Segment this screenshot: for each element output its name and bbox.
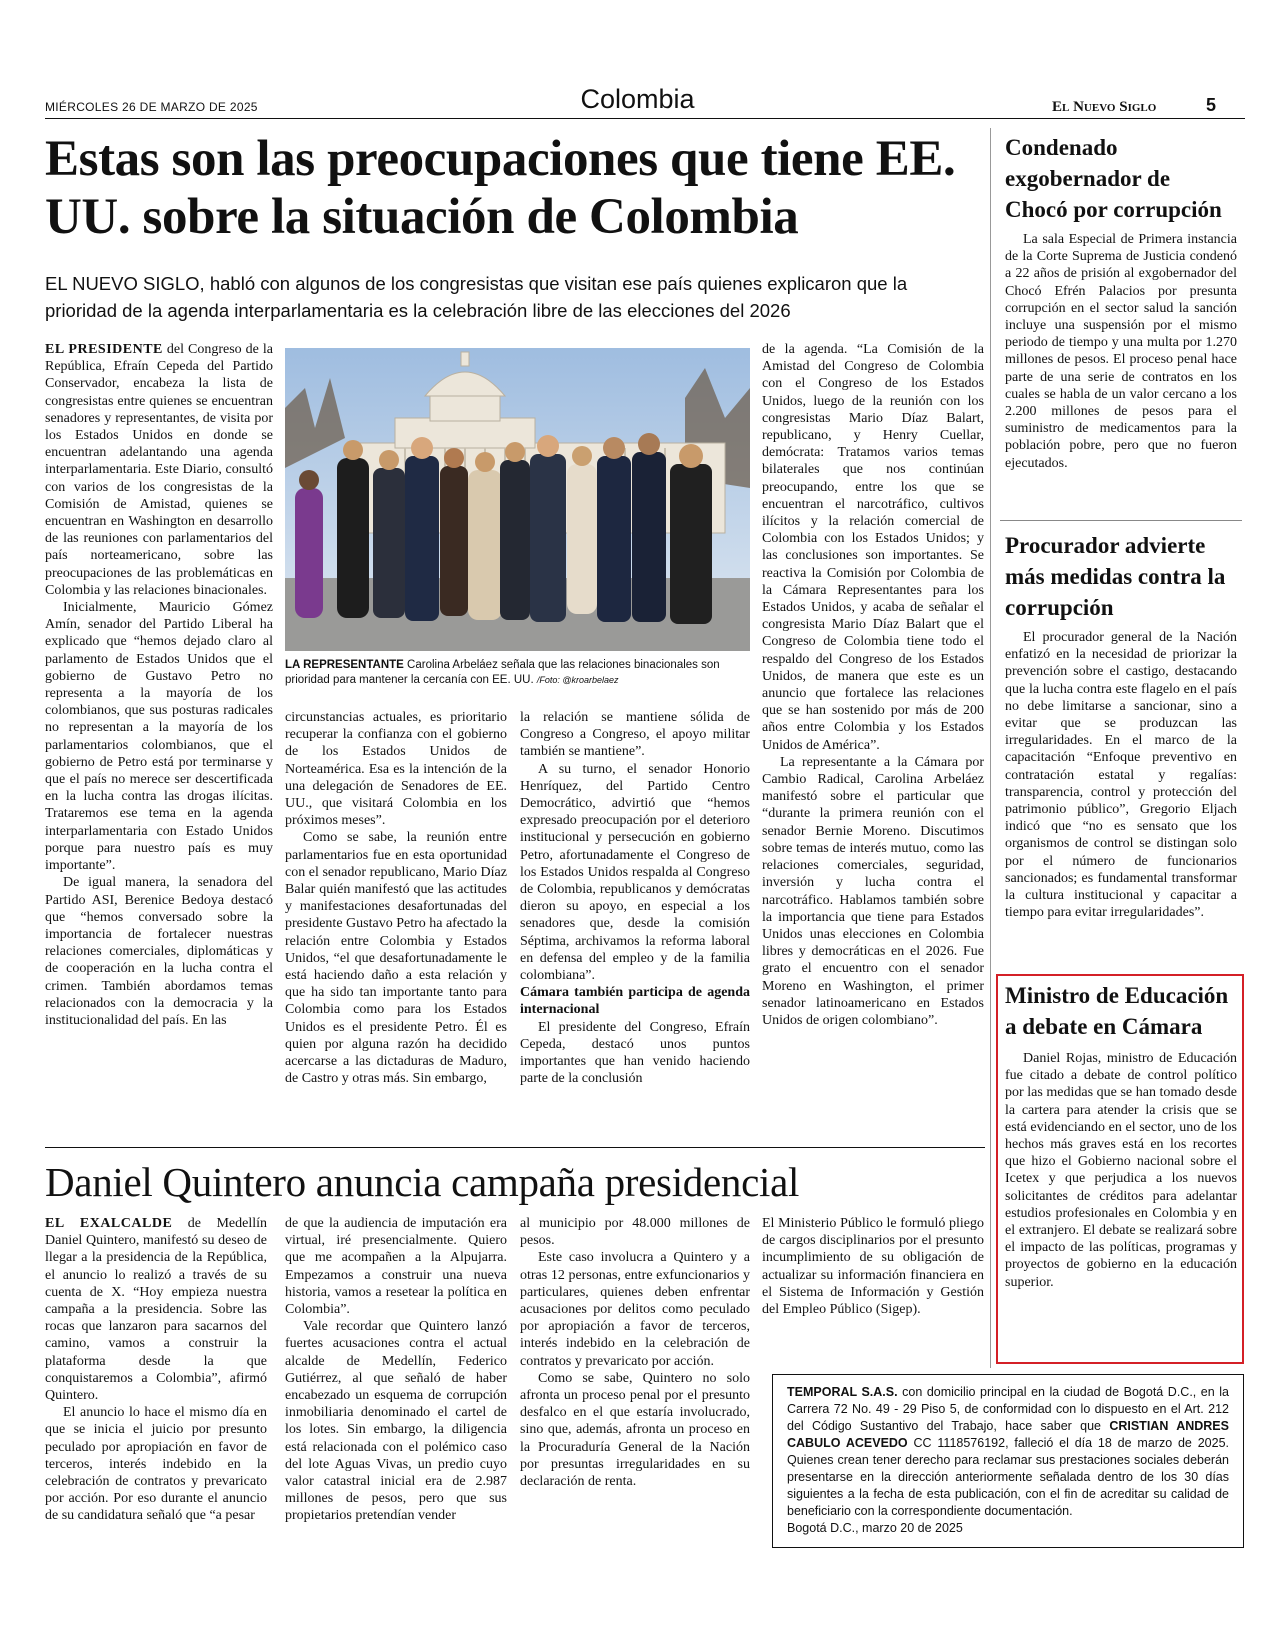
sidebar-story-2: Procurador advierte más medidas contra la corrupción El procurador general de la Nación enfatizó en la necesidad de priorizar la prevención sobre el castigo, destacando que la lucha contra este flagelo en el país no debe limitarse a sancionar, sino a evitar que se produzcan las irregularidades. En el marco de la capacitación “Enfoque preventivo en contratación estatal y regalías: transparencia, control y protección del patrimonio público”, Gregorio Eljach indicó que “no es sensato que los organismos de control se distingan solo por el número de funcionarios sancionados; es fundamental transformar la cultura institucional y capacitar a tiempo para evitar irregularidades”. xyxy=(1005,530,1237,921)
legal-notice: TEMPORAL S.A.S. con domicilio principal en la ciudad de Bogotá D.C., en la Carrera 72 No. 49 - 29 Piso 5, de conformidad con lo dispuesto en el Art. 212 del Código Sustantivo del Trabajo, hace saber que CRISTIAN ANDRES CABULO ACEVEDO CC 1118576192, falleció el día 18 de marzo de 2025. Quienes crean tener derecho para reclamar sus prestaciones sociales deberán presentarse en la dirección anteriormente señalada dentro de los 30 días siguientes a la fecha de esta publicación, con el fin de acreditar su calidad de beneficiario con la correspondiente documentación. Bogotá D.C., marzo 20 de 2025 xyxy=(772,1374,1244,1548)
page-number: 5 xyxy=(1206,95,1217,115)
sidebar-headline: Procurador advierte más medidas contra la corrupción xyxy=(1005,533,1226,620)
photo-credit: /Foto: @kroarbelaez xyxy=(536,675,619,685)
header-rule xyxy=(45,118,1245,119)
sidebar-story-3: Ministro de Educación a debate en Cámara Daniel Rojas, ministro de Educación fue citado a debate de control político por las medidas que se han tomado desde la cartera para atender la crisis que se está evidenciando en el sector, uno de los hechos más graves está en los recortes que hizo el Gobierno nacional sobre el Icetex y que perjudica a los nuevos solicitantes de créditos para adelantar estudios profesionales en Colombia y en el extranjero. El debate se realizará sobre el impacto de las políticas, programas y proyectos de gobierno en la educación superior. xyxy=(1005,980,1237,1291)
main-column-2: circunstancias actuales, es prioritario recuperar la confianza con el gobierno de los Estados Unidos de Norteamérica. Esa es la intención de la una delegación de Senadores de EE. UU., que visitará Colombia en los próximos meses”. Como se sabe, la reunión entre parlamentarios fue en esta oportunidad con el senador republicano, Mario Díaz Balar quién manifestó que las actitudes y manifestaciones desafortunadas del presidente Gustavo Petro ha afectado la relación entre Colombia y Estados Unidos, “el que desafortunadamente le está haciendo daño a esta relación y que ha sido tan importante tanto para Colombia como para los Estados Unidos es el presidente Petro. Él es quien por alguna razón ha decidido acercarse a las dictaduras de Maduro, de Castro y otras más. Sin embargo, xyxy=(285,710,507,1087)
sidebar-rule xyxy=(1000,520,1242,521)
notice-signoff: Bogotá D.C., marzo 20 de 2025 xyxy=(787,1521,963,1535)
main-column-4: de la agenda. “La Comisión de la Amistad del Congreso de Colombia con el Congreso de los Estados Unidos, luego de la reunión con los congresistas Mario Díaz Balart, republicano, y Henry Cuellar, demócrata: Tratamos varios temas bilaterales que nos continúan preocupando, entre los que se encuentran el narcotráfico, cultivos ilícitos y la relación comercial de Colombia con los Estados Unidos; y las conclusiones son importantes. Se reactiva la Comisión por Colombia de la Cámara Representantes para los Estados Unidos, y acaba de señalar el congresista Mario Díaz Balart que el Congreso de Colombia tiene todo el respaldo del Congreso de los Estados Unidos, de manera que este es un anuncio que fortalece las relaciones que se han sostenido por más de 200 años entre Colombia y los Estados Unidos de América”. La representante a la Cámara por Cambio Radical, Carolina Arbeláez manifestó sobre el particular que “durante la primera reunión con el senador Bernie Moreno. Discutimos sobre temas de interés mutuo, como las relaciones comerciales, seguridad, inversión y lucha contra el narcotráfico. Hablamos también sobre la importancia que tiene para Estados Unidos unas elecciones en Colombia libres y democráticas en el 2026. Fue grato el encuentro con el senador Moreno en Washington, el primer senador latinoamericano en Estados Unidos de origen colombiano”. xyxy=(762,342,984,1028)
second-column-1: EL EXALCALDE de Medellín Daniel Quintero, manifestó su deseo de llegar a la presidencia de la República, el anuncio lo realizó a través de su cuenta de X. “Hoy empieza nuestra campaña a la presidencia. Sobre las rocas que lanzaron para sacarnos del camino, vamos a construir la plataforma desde la que conquistaremos a Colombia”, afirmó Quintero. El anuncio lo hace el mismo día en que se inicia el juicio por presunto peculado por apropiación en favor de terceros, interés indebido en la celebración de contratos y prevaricato por acción. Por eso durante el anuncio de su candidatura señaló que “a pesar xyxy=(45,1216,267,1524)
article-divider xyxy=(45,1147,985,1148)
issue-date: MIÉRCOLES 26 DE MARZO DE 2025 xyxy=(45,100,258,114)
section-name: Colombia xyxy=(580,84,695,114)
subhead: Cámara también participa de agenda internacional xyxy=(520,985,750,1018)
main-column-3: la relación se mantiene sólida de Congreso a Congreso, el apoyo militar también se mantiene”. A su turno, el senador Honorio Henríquez, del Partido Centro Democrático, advirtió que “hemos expresado preocupación por el deterioro institucional y persecución en gobierno Petro, afortunadamente el Congreso de los Estados Unidos respalda al Congreso de Colombia, republicanos y demócratas dieron su apoyo, en especial a los senadores que, desde la comisión Séptima, archivamos la reforma laboral en defensa del empleo y de la familia colombiana”. Cámara también participa de agenda internacional El presidente del Congreso, Efraín Cepeda, destacó unos puntos importantes que han venido haciendo parte de la conclusión xyxy=(520,710,750,1087)
sidebar-headline: Condenado exgobernador de Chocó por corrupción xyxy=(1005,135,1222,222)
photo-illustration xyxy=(285,348,750,651)
sidebar-headline: Ministro de Educación a debate en Cámara xyxy=(1005,983,1229,1039)
newspaper-name: El Nuevo Siglo xyxy=(1052,99,1157,115)
second-column-4: El Ministerio Público le formuló pliego de cargos disciplinarios por el presunto incumplimiento de su obligación de actualizar su información financiera en el Sistema de Información y Gestión del Empleo Público (Sigep). xyxy=(762,1216,984,1318)
sidebar-story-1: Condenado exgobernador de Chocó por corrupción La sala Especial de Primera instancia de la Corte Suprema de Justicia condenó a 22 años de prisión al exgobernador del Chocó Efrén Palacios por presunta corrupción en el sector salud la sanción incluye una suspensión por el mismo periodo de tiempo y una multa por 1.270 millones de pesos. El proceso penal hace parte de una serie de contratos en los cuales se habla de un valor cercano a los 2.200 millones de pesos para el suministro de medicamentos para la población pobre, pero que no fueron ejecutados. xyxy=(1005,132,1237,472)
second-column-2: de que la audiencia de imputación era virtual, iré presencialmente. Quiero que me acompañen a la Alpujarra. Empezamos a construir una nueva historia, vamos a resetear la política en Colombia”. Vale recordar que Quintero lanzó fuertes acusaciones contra el actual alcalde de Medellín, Federico Gutiérrez, al que señaló de haber encabezado un esquema de corrupción inmobiliaria denominado el cartel de los lotes. Sin embargo, la diligencia está relacionada con el polémico caso del lote Aguas Vivas, un predio cuyo valor catastral inicial era de 2.987 millones de pesos, pero que sus propietarios pretendían vender xyxy=(285,1216,507,1524)
photo-caption: LA REPRESENTANTE Carolina Arbeláez señala que las relaciones binacionales son prioridad para mantener la cercanía con EE. UU. /Foto: @kroarbelaez xyxy=(285,659,720,686)
main-deck: EL NUEVO SIGLO, habló con algunos de los congresistas que visitan ese país quienes explicaron que la prioridad de la agenda interparlamentaria es la celebración libre de las elecciones del 2026 xyxy=(45,273,908,321)
lead-in: EL PRESIDENTE xyxy=(45,342,163,357)
second-column-3: al municipio por 48.000 millones de pesos. Este caso involucra a Quintero y a otras 12 personas, entre exfuncionarios y particulares, quienes deben enfrentar acusaciones por delitos como peculado por apropiación a favor de terceros, interés indebido en la celebración de contratos y prevaricato por acción. Como se sabe, Quintero no solo afronta un proceso penal por el presunto desfalco en el que estaría involucrado, sino que, además, afronta un proceso en la Procuraduría General de la Nación por presuntas irregularidades en su declaración de renta. xyxy=(520,1216,750,1490)
main-column-1: EL PRESIDENTE del Congreso de la República, Efraín Cepeda del Partido Conservador, encabeza la lista de congresistas entre quienes se encuentran senadores y representantes, de visita por los Estados Unidos en donde se encuentran adelantando una agenda interparlamentaria. Este Diario, consultó con varios de los congresistas de la Comisión de Amistad, quienes se encuentran en Washington en desarrollo de las reuniones con parlamentarios del país norteamericano, sobre las preocupaciones de las problemáticas en Colombia y las relaciones binacionales. Inicialmente, Mauricio Gómez Amín, senador del Partido Liberal ha explicado que “hemos dejado claro al parlamento de Estados Unidos que el gobierno de Gustavo Petro no representa a la mayoría de los colombianos, que sus posturas radicales no representan a la mayoría de los parlamentarios colombianos, que el gobierno de Petro está por terminarse y que el país no merece ser descertificada en la lucha contra las drogas ilícitas. Trataremos ese tema en la agenda interparlamentaria con Estado Unidos porque para nuestro país es muy importante”. De igual manera, la senadora del Partido ASI, Berenice Bedoya destacó que “hemos conversado sobre la importancia de fortalecer nuestras relaciones comerciales, diplomáticas y de cooperación en la lucha contra el crimen. También abordamos temas relacionados con la democracia y la institucionalidad del país. En las xyxy=(45,342,273,1028)
main-headline: Estas son las preocupaciones que tiene EE. UU. sobre la situación de Colombia xyxy=(45,131,956,245)
second-headline: Daniel Quintero anuncia campaña presidencial xyxy=(45,1159,800,1205)
congress-delegation-photo xyxy=(285,348,750,651)
sidebar-divider xyxy=(990,128,991,1368)
